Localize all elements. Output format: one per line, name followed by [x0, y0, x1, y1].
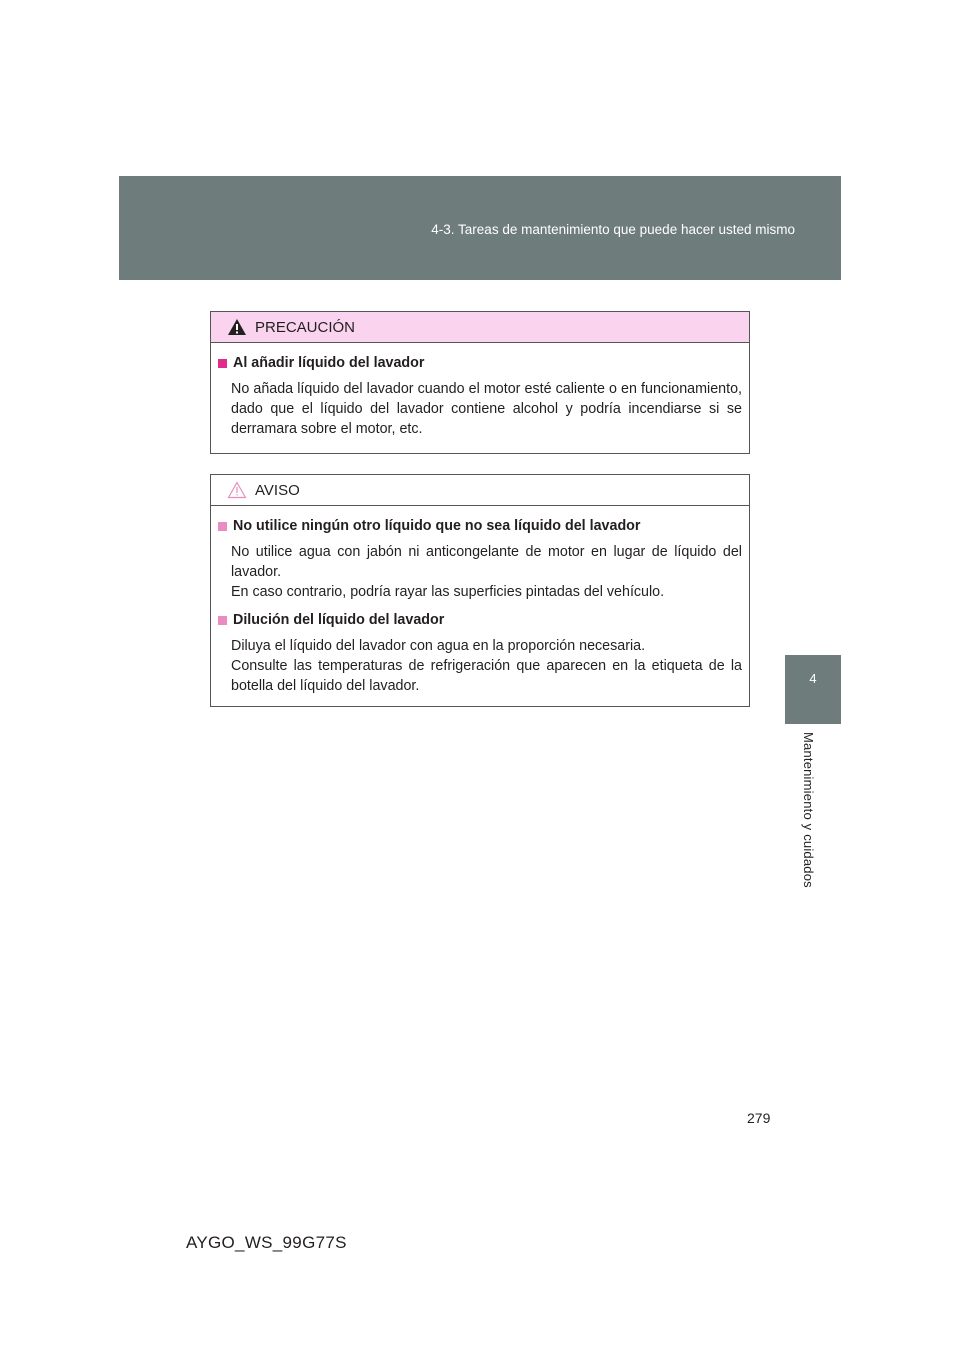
section-header-band — [119, 176, 841, 280]
notice-box-header — [211, 475, 749, 506]
caution-item-text: No añada líquido del lavador cuando el motor esté caliente o en funcionamiento, dado que el líquido del lavador contiene alcohol y podría incendiarse si se derramara sobre el motor, etc. — [231, 381, 742, 437]
caution-item-title-text: Al añadir líquido del lavador — [233, 355, 425, 371]
notice-item-title — [218, 610, 742, 630]
square-bullet-icon — [218, 616, 227, 625]
square-bullet-icon — [218, 522, 227, 531]
notice-item-text-line: Diluya el líquido del lavador con agua en la proporción necesaria. — [231, 638, 646, 654]
chapter-tab-label: Mantenimiento y cuidados — [801, 732, 816, 888]
caution-box-body — [211, 343, 749, 439]
warning-triangle-outline-icon — [227, 481, 247, 499]
notice-item-title-text: Dilución del líquido del lavador — [233, 612, 445, 628]
notice-item-text-line: No utilice agua con jabón ni anticongelante de motor en lugar de líquido del lavador. — [231, 544, 742, 580]
caution-box-header — [211, 312, 749, 343]
caution-heading: PRECAUCIÓN — [255, 318, 356, 336]
caution-item-title — [218, 353, 742, 373]
notice-item-text-line: Consulte las temperaturas de refrigeración que aparecen en la etiqueta de la botella del líquido del lavador. — [231, 658, 742, 694]
notice-box-body — [211, 506, 749, 696]
page-number: 279 — [747, 1110, 771, 1126]
notice-item-text-line: En caso contrario, podría rayar las superficies pintadas del vehículo. — [231, 584, 665, 600]
caution-box — [210, 311, 750, 454]
document-code: AYGO_WS_99G77S — [186, 1233, 347, 1252]
notice-item-title-text: No utilice ningún otro líquido que no sea líquido del lavador — [233, 518, 641, 534]
notice-item-text — [218, 636, 742, 696]
warning-triangle-filled-icon — [227, 318, 247, 336]
notice-item-text — [218, 542, 742, 602]
chapter-tab-number: 4 — [785, 655, 841, 724]
section-title: 4-3. Tareas de mantenimiento que puede hacer usted mismo — [431, 222, 795, 237]
notice-item-title — [218, 516, 742, 536]
notice-heading: AVISO — [255, 481, 300, 499]
square-bullet-icon — [218, 359, 227, 368]
notice-box — [210, 474, 750, 707]
